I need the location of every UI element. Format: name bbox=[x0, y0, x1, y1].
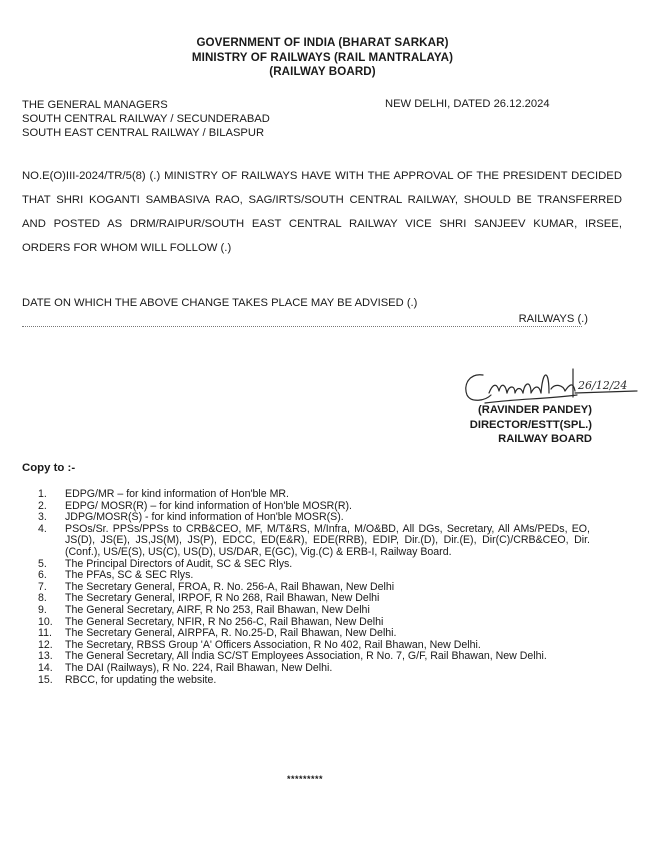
signatory-office: RAILWAY BOARD bbox=[498, 433, 592, 446]
list-item: 10. The General Secretary, NFIR, R No 256-C, Rail Bhawan, New Delhi bbox=[38, 615, 384, 628]
list-item: 4. PSOs/Sr. PPSs/PPSs to CRB&CEO, MF, M/T&RS, M/Infra, M/O&BD, All DGs, Secretary, All AMs/PEDs, EO, JS(D), JS(E), JS,JS(M), JS(P), EDCC, ED(E&R), EDE(RRB), EDIP, Dir.(D), Dir.(E), Dir(C)/CRB&CEO, Dir.(Conf.), US/E(S), US(C), US(D), US/DAR, E(GC), Vig.(C) & ERB-I, Railway Board. bbox=[38, 522, 590, 558]
date-line: NEW DELHI, DATED 26.12.2024 bbox=[385, 98, 550, 110]
list-item: 9. The General Secretary, AIRF, R No 253, Rail Bhawan, New Delhi bbox=[38, 603, 370, 616]
order-body: NO.E(O)III-2024/TR/5(8) (.) MINISTRY OF RAILWAYS HAVE WITH THE APPROVAL OF THE PRESIDENT DECIDED THAT SHRI KOGANTI SAMBASIVA RAO, SAG/IRTS/SOUTH CENTRAL RAILWAY, SHOULD BE TRANSFERRED AND POSTED AS DRM/RAIPUR/SOUTH EAST CENTRAL RAILWAY VICE SHRI SANJEEV KUMAR, IRSEE, ORDERS FOR WHOM WILL FOLLOW (.) bbox=[22, 170, 622, 254]
list-item: 12. The Secretary, RBSS Group 'A' Officers Association, R No 402, Rail Bhawan, New Delhi. bbox=[38, 638, 481, 651]
signatory-name: (RAVINDER PANDEY) bbox=[478, 404, 592, 416]
copy-to-label: Copy to :- bbox=[22, 462, 76, 474]
list-item: 2. EDPG/ MOSR(R) – for kind information of Hon'ble MOSR(R). bbox=[38, 499, 352, 512]
list-item: 14. The DAI (Railways), R No. 224, Rail Bhawan, New Delhi. bbox=[38, 661, 333, 674]
addressee-line-1: THE GENERAL MANAGERS bbox=[22, 99, 168, 111]
list-item: 3. JDPG/MOSR(S) - for kind information of Hon'ble MOSR(S). bbox=[38, 511, 344, 524]
list-item: 15. RBCC, for updating the website. bbox=[38, 673, 217, 686]
end-marker: ********* bbox=[286, 774, 324, 784]
letterhead-line-2: MINISTRY OF RAILWAYS (RAIL MANTRALAYA) bbox=[191, 50, 454, 64]
signatory-designation: DIRECTOR/ESTT(SPL.) bbox=[469, 418, 592, 431]
list-item: 11. The Secretary General, AIRPFA, R. No.25-D, Rail Bhawan, New Delhi. bbox=[38, 627, 397, 640]
letterhead bbox=[0, 36, 645, 80]
list-item: 8. The Secretary General, IRPOF, R No 268, Rail Bhawan, New Delhi bbox=[38, 592, 380, 605]
copy-to-list bbox=[38, 489, 590, 686]
addressee-line-3: SOUTH EAST CENTRAL RAILWAY / BILASPUR bbox=[22, 127, 265, 139]
railways-line: RAILWAYS (.) bbox=[518, 313, 588, 325]
list-item: 1. EDPG/MR – for kind information of Hon'ble MR. bbox=[38, 488, 289, 500]
letterhead-line-3: (RAILWAY BOARD) bbox=[269, 65, 376, 78]
advise-line: DATE ON WHICH THE ABOVE CHANGE TAKES PLACE MAY BE ADVISED (.) bbox=[22, 297, 418, 309]
addressee-line-2: SOUTH CENTRAL RAILWAY / SECUNDERABAD bbox=[22, 113, 270, 125]
list-item: 13. The General Secretary, All India SC/ST Employees Association, R No. 7, G/F, Rail Bhawan, New Delhi. bbox=[38, 650, 547, 663]
signature-date-note: 26/12/24 bbox=[578, 379, 628, 392]
dotted-divider bbox=[22, 326, 582, 327]
list-item: 5. The Principal Directors of Audit, SC & SEC Rlys. bbox=[38, 557, 293, 570]
letterhead-line-1: GOVERNMENT OF INDIA (BHARAT SARKAR) bbox=[196, 36, 449, 49]
addressee-block bbox=[22, 98, 270, 140]
list-item: 7. The Secretary General, FROA, R. No. 256-A, Rail Bhawan, New Delhi bbox=[38, 580, 395, 593]
signatory-block bbox=[470, 403, 592, 447]
list-item: 6. The PFAs, SC & SEC Rlys. bbox=[38, 569, 194, 582]
